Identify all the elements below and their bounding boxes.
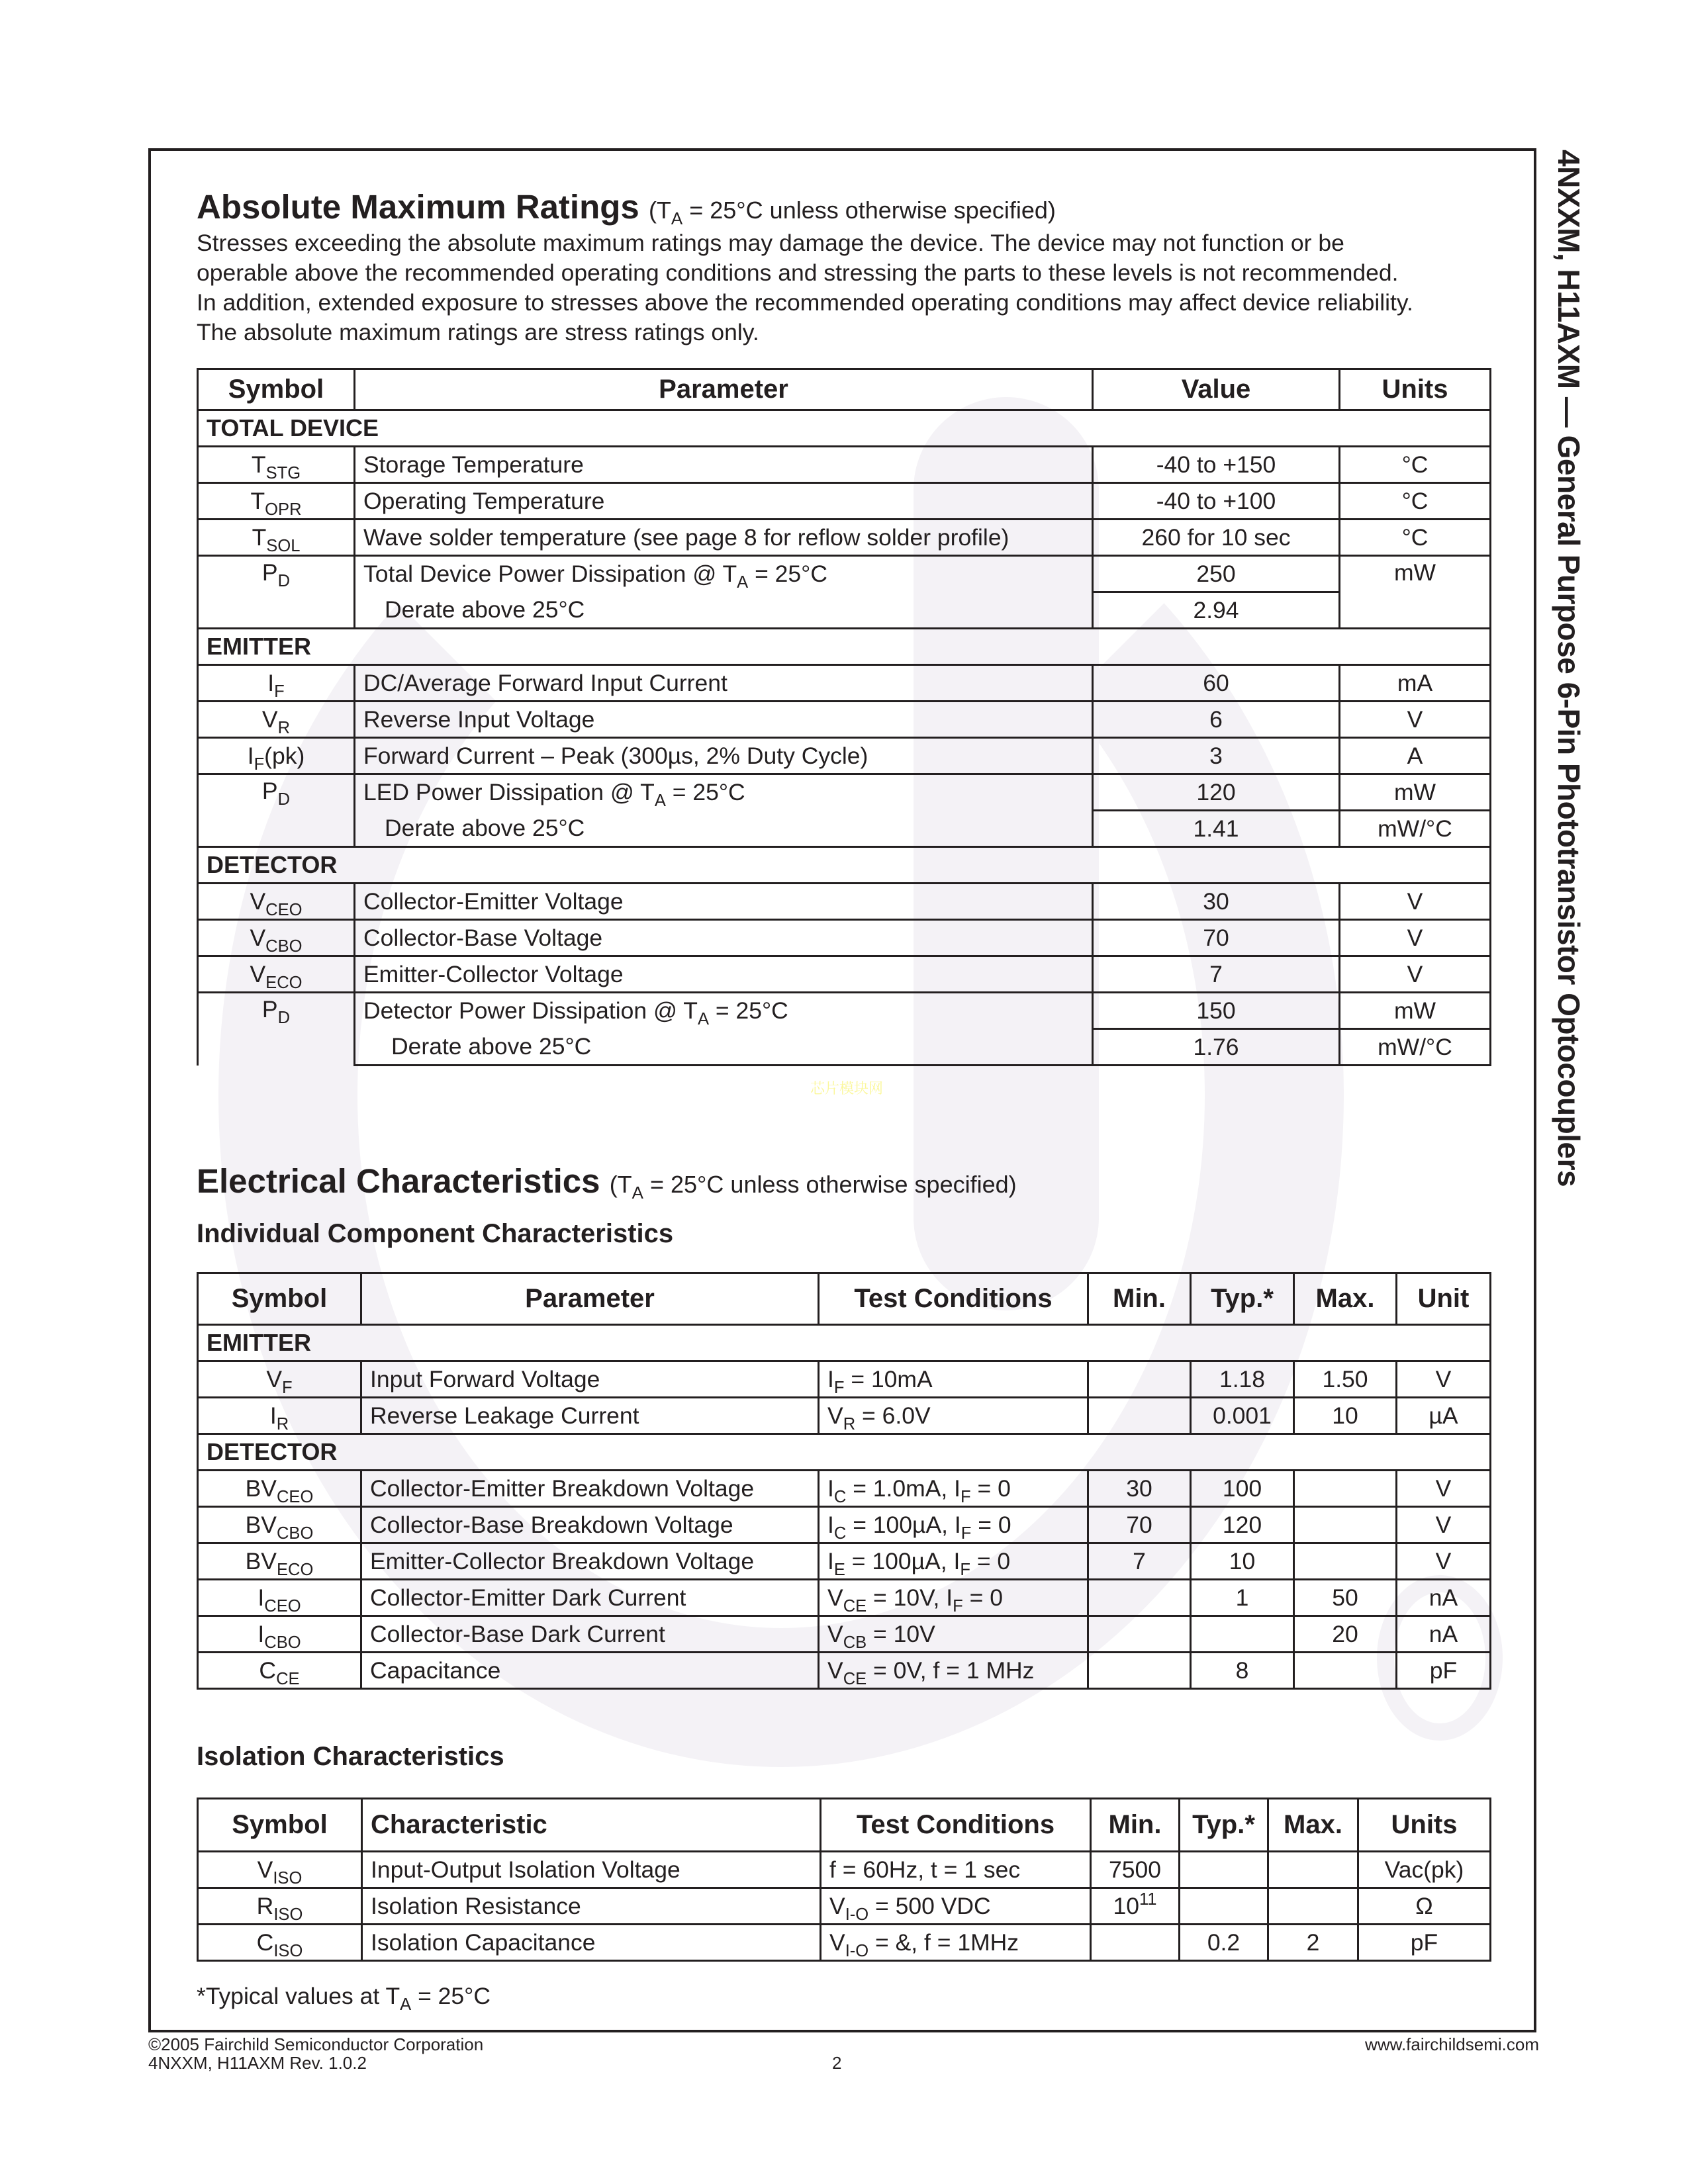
table-row [198, 1616, 1491, 1653]
unit-cell: V [1397, 1361, 1491, 1398]
typ-cell: 1 [1191, 1580, 1294, 1616]
table-row [198, 1653, 1491, 1689]
parameter-cell: Storage Temperature [355, 447, 1093, 483]
amr-paragraph-line: The absolute maximum ratings are stress ratings only. [197, 319, 759, 345]
test-conditions-cell: $I_C = 1.0mA$, $I_F = 0$ [819, 1471, 1088, 1507]
unit-cell: V [1397, 1543, 1491, 1580]
table-header-row [198, 1273, 1491, 1325]
col-header-value: Value [1093, 369, 1340, 410]
iso-heading: Isolation Characteristics [197, 1742, 504, 1771]
unit-cell: °C [1340, 447, 1491, 483]
amr-condition: ($T_A = 25^\circ C$ unless otherwise specified) [648, 197, 1056, 229]
test-conditions-cell: $I_F = 10mA$ [819, 1361, 1088, 1398]
symbol-cell: $I_{CEO}$ [198, 1580, 361, 1616]
symbol-cell: $P_D$ [198, 556, 355, 629]
section-row-detector [198, 847, 1491, 884]
unit-cell: V [1340, 884, 1491, 920]
value-cell: 3 [1093, 738, 1340, 774]
section-label: DETECTOR [198, 847, 1491, 884]
max-cell: 50 [1294, 1580, 1397, 1616]
section-label: EMITTER [198, 1325, 1491, 1361]
typ-cell: 100 [1191, 1471, 1294, 1507]
amr-paragraph [197, 228, 1494, 347]
elec-condition: ($T_A = 25^\circ C$ unless otherwise specified) [609, 1171, 1017, 1203]
section-label: DETECTOR [198, 1434, 1491, 1471]
derate-value-cell: 1.41 [1093, 811, 1340, 847]
min-cell: $10^{11}$ [1091, 1888, 1180, 1925]
table-row [198, 1507, 1491, 1543]
section-label: TOTAL DEVICE [198, 410, 1491, 447]
characteristic-cell: Isolation Resistance [362, 1888, 821, 1925]
symbol-cell: $V_{CBO}$ [198, 920, 355, 956]
document-side-title: 4NXXM, H11AXM — General Purpose 6-Pin Phototransistor Optocouplers [1552, 150, 1586, 1187]
col-header-units: Units [1340, 369, 1491, 410]
min-cell [1088, 1398, 1191, 1434]
value-cell: 6 [1093, 702, 1340, 738]
section-row-detector [198, 1434, 1491, 1471]
section-row-total-device [198, 410, 1491, 447]
elec-subtitle: Individual Component Characteristics [197, 1219, 674, 1248]
symbol-cell: $V_{CEO}$ [198, 884, 355, 920]
table-row [198, 884, 1491, 920]
col-header-units: Units [1358, 1799, 1491, 1852]
amr-heading [197, 187, 1056, 229]
table-row [198, 774, 1491, 811]
table-row [198, 1398, 1491, 1434]
parameter-cell: Detector Power Dissipation @ $T_A = 25^\circ C$ [355, 993, 1093, 1029]
unit-cell: mA [1340, 665, 1491, 702]
parameter-cell: Input Forward Voltage [361, 1361, 819, 1398]
parameter-cell: Collector-Emitter Breakdown Voltage [361, 1471, 819, 1507]
symbol-cell: $BV_{CEO}$ [198, 1471, 361, 1507]
test-conditions-cell: $V_{CB} = 10V$ [819, 1616, 1088, 1653]
amr-title: Absolute Maximum Ratings [197, 188, 639, 226]
value-cell: 250 [1093, 556, 1340, 592]
symbol-cell: $P_D$ [198, 774, 355, 847]
max-cell [1294, 1543, 1397, 1580]
symbol-cell: $C_{CE}$ [198, 1653, 361, 1689]
value-cell: -40 to +100 [1093, 483, 1340, 520]
footer-copyright: ©2005 Fairchild Semiconductor Corporation [148, 2034, 484, 2054]
max-cell: 10 [1294, 1398, 1397, 1434]
test-conditions-cell: $V_{I-O} = 500$ VDC [821, 1888, 1091, 1925]
unit-cell: µA [1397, 1398, 1491, 1434]
min-cell: 7 [1088, 1543, 1191, 1580]
table-row [198, 1471, 1491, 1507]
table-row [198, 1888, 1491, 1925]
symbol-cell: $I_R$ [198, 1398, 361, 1434]
typ-cell: 10 [1191, 1543, 1294, 1580]
col-header-symbol: Symbol [198, 1799, 362, 1852]
max-cell [1294, 1653, 1397, 1689]
value-cell: 7 [1093, 956, 1340, 993]
test-conditions-cell: $I_C = 100\mu A$, $I_F = 0$ [819, 1507, 1088, 1543]
table-row [198, 993, 1491, 1029]
amr-paragraph-line: In addition, extended exposure to stresses above the recommended operating conditions may affect device reliability. [197, 289, 1413, 316]
derate-value-cell: 2.94 [1093, 592, 1340, 629]
parameter-cell: Collector-Base Dark Current [361, 1616, 819, 1653]
unit-cell: pF [1358, 1925, 1491, 1961]
unit-cell: Ω [1358, 1888, 1491, 1925]
parameter-cell: Collector-Emitter Voltage [355, 884, 1093, 920]
table-header-row [198, 369, 1491, 410]
table-row [198, 1852, 1491, 1888]
unit-cell: V [1340, 920, 1491, 956]
derate-unit-cell: mW/°C [1340, 1029, 1491, 1066]
max-cell [1268, 1852, 1358, 1888]
unit-cell: mW [1340, 774, 1491, 811]
symbol-cell: $V_F$ [198, 1361, 361, 1398]
derate-label-cell: Derate above 25°C [355, 1029, 1093, 1066]
table-row-derate [198, 1029, 1491, 1066]
parameter-cell: LED Power Dissipation @ $T_A = 25^\circ C$ [355, 774, 1093, 811]
footer-website-link[interactable]: www.fairchildsemi.com [1365, 2034, 1539, 2054]
max-cell [1294, 1507, 1397, 1543]
parameter-cell: Emitter-Collector Voltage [355, 956, 1093, 993]
unit-cell: nA [1397, 1580, 1491, 1616]
amr-paragraph-line: Stresses exceeding the absolute maximum ratings may damage the device. The device may not function or be [197, 230, 1344, 256]
col-header-parameter: Parameter [361, 1273, 819, 1325]
max-cell [1294, 1471, 1397, 1507]
derate-label-cell: Derate above 25°C [355, 592, 1093, 629]
col-header-typ: Typ.* [1180, 1799, 1268, 1852]
typ-cell: 0.001 [1191, 1398, 1294, 1434]
test-conditions-cell: $V_{CE} = 0V$, f = 1 MHz [819, 1653, 1088, 1689]
table-row [198, 447, 1491, 483]
section-row-emitter [198, 629, 1491, 665]
col-header-symbol: Symbol [198, 369, 355, 410]
derate-label-cell: Derate above 25°C [355, 811, 1093, 847]
typ-cell: 120 [1191, 1507, 1294, 1543]
parameter-cell: Reverse Leakage Current [361, 1398, 819, 1434]
characteristic-cell: Isolation Capacitance [362, 1925, 821, 1961]
typ-cell: 8 [1191, 1653, 1294, 1689]
unit-cell: pF [1397, 1653, 1491, 1689]
test-conditions-cell: $V_{CE} = 10V$, $I_F = 0$ [819, 1580, 1088, 1616]
table-row [198, 1361, 1491, 1398]
parameter-cell: Wave solder temperature (see page 8 for reflow solder profile) [355, 520, 1093, 556]
table-row [198, 920, 1491, 956]
typ-cell: 1.18 [1191, 1361, 1294, 1398]
parameter-cell: Collector-Emitter Dark Current [361, 1580, 819, 1616]
table-row [198, 956, 1491, 993]
test-conditions-cell: f = 60Hz, t = 1 sec [821, 1852, 1091, 1888]
typ-cell [1180, 1852, 1268, 1888]
col-header-test-conditions: Test Conditions [819, 1273, 1088, 1325]
table-header-row [198, 1799, 1491, 1852]
symbol-cell: $T_{SOL}$ [198, 520, 355, 556]
parameter-cell: Collector-Base Breakdown Voltage [361, 1507, 819, 1543]
symbol-cell: $R_{ISO}$ [198, 1888, 362, 1925]
symbol-cell: $V_{ISO}$ [198, 1852, 362, 1888]
value-cell: 70 [1093, 920, 1340, 956]
table-row [198, 738, 1491, 774]
parameter-cell: Operating Temperature [355, 483, 1093, 520]
value-cell: -40 to +150 [1093, 447, 1340, 483]
typical-values-footnote: *Typical values at $T_A = 25^\circ C$ [197, 1983, 491, 2014]
col-header-max: Max. [1268, 1799, 1358, 1852]
col-header-symbol: Symbol [198, 1273, 361, 1325]
unit-cell: Vac(pk) [1358, 1852, 1491, 1888]
symbol-cell: $BV_{CBO}$ [198, 1507, 361, 1543]
symbol-cell: $V_{ECO}$ [198, 956, 355, 993]
symbol-cell: $I_F$ [198, 665, 355, 702]
symbol-cell: $T_{OPR}$ [198, 483, 355, 520]
table-row-derate [198, 811, 1491, 847]
amr-table [197, 368, 1491, 1066]
symbol-cell: $BV_{ECO}$ [198, 1543, 361, 1580]
table-row [198, 1925, 1491, 1961]
symbol-cell: $T_{STG}$ [198, 447, 355, 483]
col-header-min: Min. [1091, 1799, 1180, 1852]
elec-title: Electrical Characteristics [197, 1162, 600, 1200]
section-label: EMITTER [198, 629, 1491, 665]
table-row [198, 1580, 1491, 1616]
unit-cell: V [1397, 1471, 1491, 1507]
min-cell [1091, 1925, 1180, 1961]
unit-cell: V [1340, 956, 1491, 993]
table-row-derate [198, 592, 1491, 629]
value-cell: 150 [1093, 993, 1340, 1029]
min-cell: 70 [1088, 1507, 1191, 1543]
col-header-min: Min. [1088, 1273, 1191, 1325]
min-cell [1088, 1361, 1191, 1398]
table-row [198, 556, 1491, 592]
unit-cell: °C [1340, 520, 1491, 556]
col-header-unit: Unit [1397, 1273, 1491, 1325]
max-cell: 2 [1268, 1925, 1358, 1961]
parameter-cell: DC/Average Forward Input Current [355, 665, 1093, 702]
elec-table [197, 1272, 1491, 1690]
max-cell: 20 [1294, 1616, 1397, 1653]
min-cell [1088, 1580, 1191, 1616]
footer-part-revision: 4NXXM, H11AXM Rev. 1.0.2 [148, 2053, 367, 2073]
col-header-parameter: Parameter [355, 369, 1093, 410]
unit-cell: nA [1397, 1616, 1491, 1653]
parameter-cell: Collector-Base Voltage [355, 920, 1093, 956]
table-row [198, 702, 1491, 738]
col-header-max: Max. [1294, 1273, 1397, 1325]
iso-table [197, 1797, 1491, 1962]
section-row-emitter [198, 1325, 1491, 1361]
value-cell: 120 [1093, 774, 1340, 811]
parameter-cell: Capacitance [361, 1653, 819, 1689]
min-cell [1088, 1616, 1191, 1653]
unit-cell: A [1340, 738, 1491, 774]
max-cell [1268, 1888, 1358, 1925]
typ-cell: 0.2 [1180, 1925, 1268, 1961]
derate-unit-cell: mW/°C [1340, 811, 1491, 847]
test-conditions-cell: $V_{I-O}$ = &, f = 1MHz [821, 1925, 1091, 1961]
parameter-cell: Emitter-Collector Breakdown Voltage [361, 1543, 819, 1580]
min-cell [1088, 1653, 1191, 1689]
value-cell: 260 for 10 sec [1093, 520, 1340, 556]
value-cell: 60 [1093, 665, 1340, 702]
symbol-cell: $V_R$ [198, 702, 355, 738]
symbol-cell: $I_{CBO}$ [198, 1616, 361, 1653]
symbol-cell: $I_F(pk)$ [198, 738, 355, 774]
parameter-cell: Forward Current – Peak (300µs, 2% Duty Cycle) [355, 738, 1093, 774]
characteristic-cell: Input-Output Isolation Voltage [362, 1852, 821, 1888]
table-row [198, 1543, 1491, 1580]
col-header-typ: Typ.* [1191, 1273, 1294, 1325]
parameter-cell: Total Device Power Dissipation @ $T_A = 25^\circ C$ [355, 556, 1093, 592]
symbol-cell: $P_D$ [198, 993, 355, 1066]
table-row [198, 483, 1491, 520]
test-conditions-cell: $I_E = 100\mu A$, $I_F = 0$ [819, 1543, 1088, 1580]
yellow-text-watermark: 芯片模块网 [810, 1081, 884, 1097]
min-cell: 30 [1088, 1471, 1191, 1507]
unit-cell: °C [1340, 483, 1491, 520]
typ-cell [1180, 1888, 1268, 1925]
parameter-cell: Reverse Input Voltage [355, 702, 1093, 738]
unit-cell: mW [1340, 993, 1491, 1029]
value-cell: 30 [1093, 884, 1340, 920]
table-row [198, 520, 1491, 556]
unit-cell: mW [1340, 556, 1491, 629]
unit-cell: V [1340, 702, 1491, 738]
footer-page-number: 2 [832, 2053, 842, 2073]
derate-value-cell: 1.76 [1093, 1029, 1340, 1066]
amr-paragraph-line: operable above the recommended operating conditions and stressing the parts to these levels is not recommended. [197, 259, 1399, 286]
test-conditions-cell: $V_R = 6.0V$ [819, 1398, 1088, 1434]
typ-cell [1191, 1616, 1294, 1653]
col-header-characteristic: Characteristic [362, 1799, 821, 1852]
unit-cell: V [1397, 1507, 1491, 1543]
symbol-cell: $C_{ISO}$ [198, 1925, 362, 1961]
table-row [198, 665, 1491, 702]
min-cell: 7500 [1091, 1852, 1180, 1888]
col-header-test-conditions: Test Conditions [821, 1799, 1091, 1852]
elec-heading [197, 1161, 1017, 1201]
max-cell: 1.50 [1294, 1361, 1397, 1398]
